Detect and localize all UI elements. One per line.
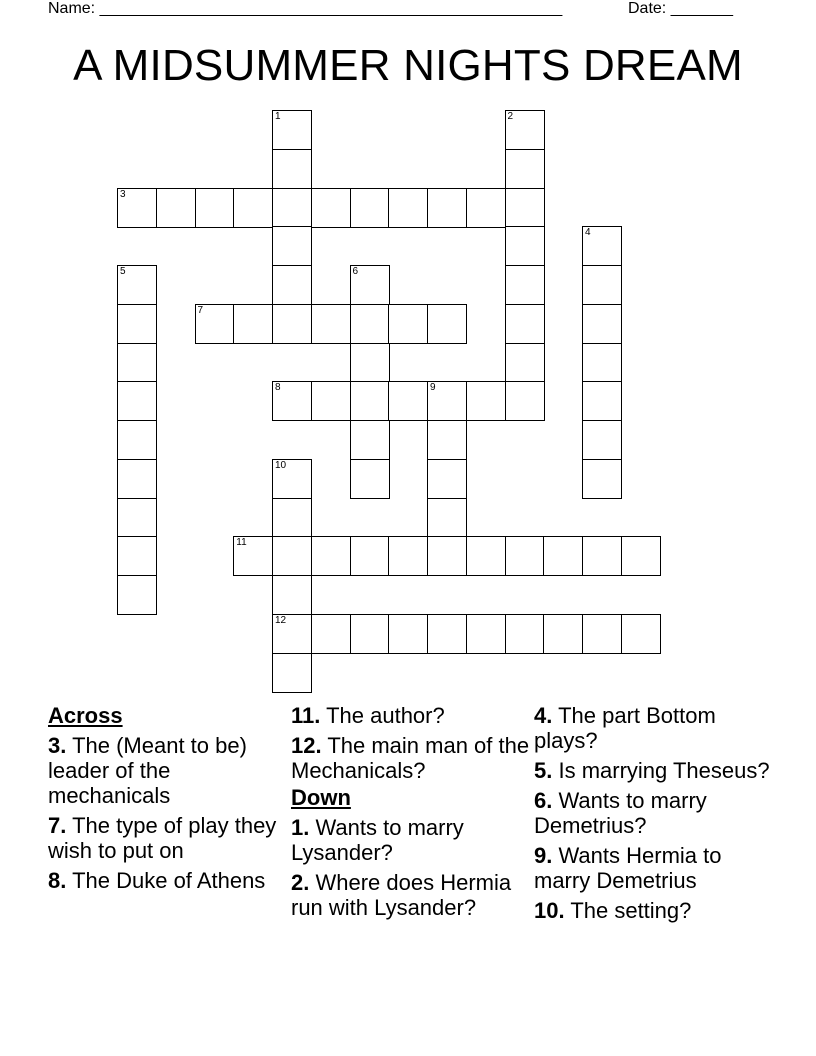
- grid-cell[interactable]: [311, 381, 351, 421]
- grid-cell[interactable]: [117, 343, 157, 383]
- grid-cell[interactable]: [233, 304, 273, 344]
- clue-number: 7.: [48, 813, 67, 838]
- clue-down-5: [534, 758, 774, 783]
- grid-cell[interactable]: [505, 188, 545, 228]
- grid-cell[interactable]: [233, 536, 273, 576]
- clue-across-11: [291, 703, 531, 728]
- cell-number: 7: [197, 304, 204, 316]
- grid-cell[interactable]: [272, 110, 312, 150]
- clue-text: Wants to marry Demetrius?: [534, 788, 707, 838]
- cell-number: 6: [352, 266, 359, 277]
- grid-cell[interactable]: [505, 343, 545, 383]
- cell-number: 10: [275, 459, 287, 471]
- grid-cell[interactable]: [427, 614, 467, 654]
- clues-column-2: [291, 703, 531, 925]
- grid-cell[interactable]: [582, 265, 622, 305]
- cell-number: 4: [585, 227, 591, 239]
- grid-cell[interactable]: [582, 343, 622, 383]
- clue-number: 2.: [291, 870, 310, 895]
- grid-cell[interactable]: [543, 614, 583, 654]
- grid-cell[interactable]: [117, 188, 157, 228]
- clue-text: The setting?: [570, 898, 692, 923]
- date-field[interactable]: Date: _______: [628, 0, 733, 17]
- grid-cell[interactable]: [427, 459, 467, 499]
- grid-cell[interactable]: [272, 149, 312, 189]
- grid-cell[interactable]: [466, 188, 506, 228]
- down-heading: Down: [291, 785, 351, 810]
- grid-cell[interactable]: [272, 653, 312, 693]
- clue-across-8: [48, 868, 278, 893]
- grid-cell[interactable]: [195, 304, 235, 344]
- grid-cell[interactable]: [233, 188, 273, 228]
- grid-cell[interactable]: [582, 226, 622, 266]
- grid-cell[interactable]: [582, 381, 622, 421]
- grid-cell[interactable]: [350, 265, 390, 305]
- cell-number: 8: [275, 382, 281, 394]
- cell-number: 5: [120, 266, 126, 277]
- grid-cell[interactable]: [272, 226, 312, 266]
- across-heading: Across: [48, 703, 123, 728]
- grid-cell[interactable]: [543, 536, 583, 576]
- grid-cell[interactable]: [388, 188, 428, 228]
- grid-cell[interactable]: [311, 614, 351, 654]
- grid-cell[interactable]: [621, 536, 661, 576]
- clue-down-9: [534, 843, 774, 893]
- clues-column-3: [534, 703, 774, 928]
- grid-cell[interactable]: [505, 304, 545, 344]
- grid-cell[interactable]: [272, 304, 312, 344]
- clue-down-10: [534, 898, 774, 923]
- grid-cell[interactable]: [117, 304, 157, 344]
- grid-cell[interactable]: [117, 575, 157, 615]
- grid-cell[interactable]: [272, 188, 312, 228]
- grid-cell[interactable]: [582, 420, 622, 460]
- grid-cell[interactable]: [117, 536, 157, 576]
- grid-cell[interactable]: [272, 536, 312, 576]
- cell-number: 12: [275, 614, 287, 626]
- grid-cell[interactable]: [388, 304, 428, 344]
- clue-text: The part Bottom plays?: [534, 703, 716, 753]
- clue-down-6: [534, 788, 774, 838]
- grid-cell[interactable]: [272, 614, 312, 654]
- clues-column-1: [48, 703, 278, 898]
- grid-cell[interactable]: [427, 498, 467, 538]
- clue-number: 12.: [291, 733, 322, 758]
- grid-cell[interactable]: [350, 614, 390, 654]
- grid-cell[interactable]: [466, 536, 506, 576]
- grid-cell[interactable]: [427, 304, 467, 344]
- grid-cell[interactable]: [117, 420, 157, 460]
- clue-text: Wants to marry Lysander?: [291, 815, 464, 865]
- grid-cell[interactable]: [388, 381, 428, 421]
- grid-cell[interactable]: [350, 343, 390, 383]
- cell-number: 9: [430, 382, 436, 394]
- grid-cell[interactable]: [427, 536, 467, 576]
- grid-cell[interactable]: [350, 188, 390, 228]
- grid-cell[interactable]: [350, 420, 390, 460]
- grid-cell[interactable]: [582, 614, 622, 654]
- grid-cell[interactable]: [272, 381, 312, 421]
- grid-cell[interactable]: [466, 381, 506, 421]
- clue-down-4: [534, 703, 774, 753]
- grid-cell[interactable]: [272, 575, 312, 615]
- cell-number: 2: [507, 111, 514, 122]
- clue-text: The Duke of Athens: [72, 868, 266, 893]
- grid-cell[interactable]: [505, 265, 545, 305]
- clue-across-3: [48, 733, 278, 808]
- grid-cell[interactable]: [505, 381, 545, 421]
- grid-cell[interactable]: [582, 304, 622, 344]
- cell-number: 1: [275, 111, 281, 122]
- cell-number: 3: [120, 188, 126, 200]
- clue-number: 1.: [291, 815, 310, 840]
- clue-number: 11.: [291, 703, 321, 728]
- name-field[interactable]: Name: ____________________________________________________: [48, 0, 563, 17]
- grid-cell[interactable]: [582, 459, 622, 499]
- grid-cell[interactable]: [272, 459, 312, 499]
- grid-cell[interactable]: [505, 226, 545, 266]
- grid-cell[interactable]: [117, 381, 157, 421]
- clue-text: Where does Hermia run with Lysander?: [291, 870, 512, 920]
- grid-cell[interactable]: [427, 381, 467, 421]
- grid-cell[interactable]: [505, 110, 545, 150]
- page-title: A MIDSUMMER NIGHTS DREAM: [73, 41, 743, 90]
- cell-number: 11: [236, 537, 247, 549]
- clue-down-1: [291, 815, 531, 865]
- clue-across-7: [48, 813, 278, 863]
- grid-cell[interactable]: [117, 265, 157, 305]
- clue-text: The type of play they wish to put on: [48, 813, 277, 863]
- grid-cell[interactable]: [505, 614, 545, 654]
- clue-text: The main man of the Mechanicals?: [291, 733, 530, 783]
- grid-cell[interactable]: [350, 381, 390, 421]
- grid-cell[interactable]: [582, 536, 622, 576]
- clue-text: The author?: [326, 703, 445, 728]
- clue-text: The (Meant to be) leader of the mechanicals: [48, 733, 247, 808]
- grid-cell[interactable]: [621, 614, 661, 654]
- grid-cell[interactable]: [195, 188, 235, 228]
- clue-text: Wants Hermia to marry Demetrius: [534, 843, 722, 893]
- grid-cell[interactable]: [388, 614, 428, 654]
- grid-cell[interactable]: [311, 536, 351, 576]
- grid-cell[interactable]: [117, 459, 157, 499]
- grid-cell[interactable]: [505, 536, 545, 576]
- grid-cell[interactable]: [272, 498, 312, 538]
- clue-across-12: [291, 733, 531, 783]
- grid-cell[interactable]: [272, 265, 312, 305]
- grid-cell[interactable]: [427, 188, 467, 228]
- grid-cell[interactable]: [350, 304, 390, 344]
- grid-cell[interactable]: [350, 536, 390, 576]
- clue-number: 9.: [534, 843, 553, 868]
- grid-cell[interactable]: [350, 459, 390, 499]
- clue-number: 5.: [534, 758, 553, 783]
- grid-cell[interactable]: [311, 188, 351, 228]
- grid-cell[interactable]: [427, 420, 467, 460]
- clue-number: 8.: [48, 868, 67, 893]
- clue-number: 3.: [48, 733, 67, 758]
- clue-number: 10.: [534, 898, 565, 923]
- clue-down-2: [291, 870, 531, 920]
- grid-cell[interactable]: [466, 614, 506, 654]
- clue-text: Is marrying Theseus?: [558, 758, 770, 783]
- grid-cell[interactable]: [311, 304, 351, 344]
- grid-cell[interactable]: [505, 149, 545, 189]
- grid-cell[interactable]: [388, 536, 428, 576]
- clue-number: 6.: [534, 788, 553, 813]
- grid-cell[interactable]: [156, 188, 196, 228]
- grid-cell[interactable]: [117, 498, 157, 538]
- clue-number: 4.: [534, 703, 553, 728]
